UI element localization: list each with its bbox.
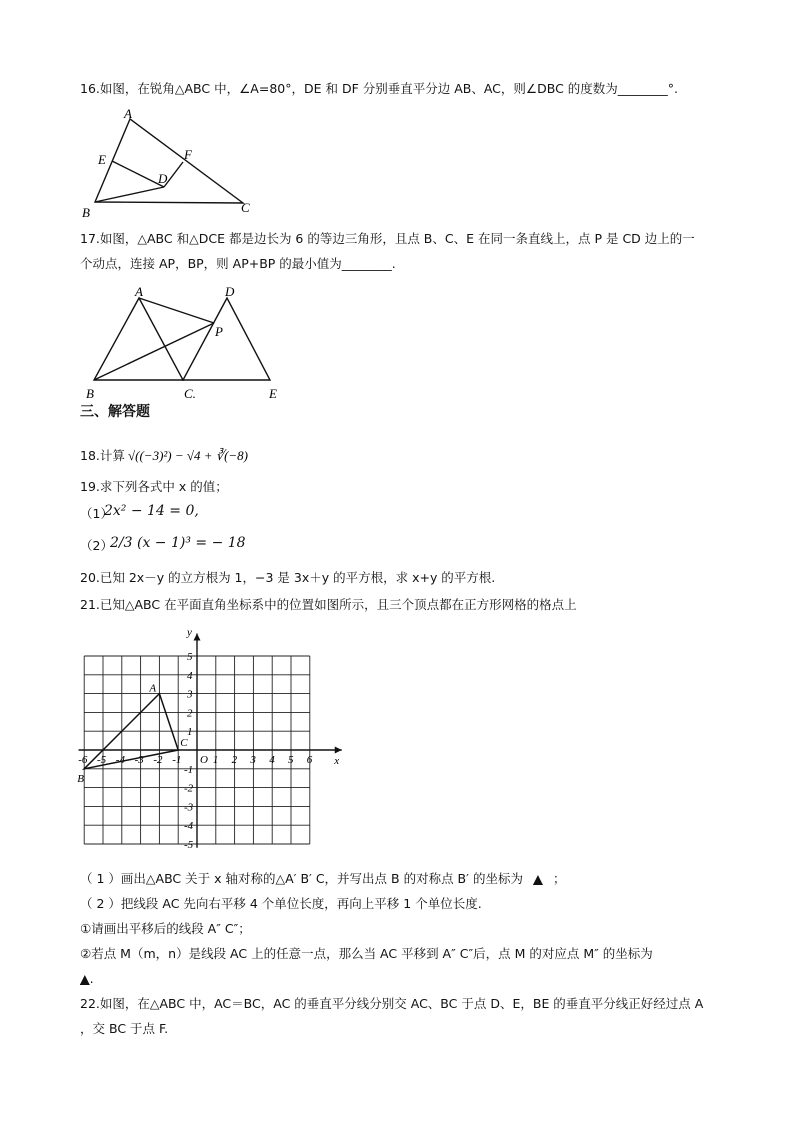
y-tick-label: 2: [187, 707, 193, 720]
q19-p1-expr: 2x² − 14 = 0,: [104, 503, 199, 519]
q22-line2: ，交 BC 于点 F.: [80, 1021, 169, 1036]
q17-label-d: D: [225, 284, 235, 299]
y-tick-label: 1: [187, 726, 193, 739]
point-label-b: B: [77, 772, 84, 785]
x-tick-label: 2: [231, 754, 238, 766]
x-tick-label: -6: [78, 754, 88, 766]
q21-stem: 21.已知△ABC 在平面直角坐标系中的位置如图所示，且三个顶点都在正方形网格的格点上: [80, 597, 577, 612]
q21-coordinate-grid: [74, 624, 354, 854]
y-tick-label: -3: [184, 801, 194, 814]
y-tick-label: 4: [187, 669, 193, 682]
q16-label-d: D: [158, 171, 168, 186]
q21-sub1-blank: ▲: [533, 871, 543, 886]
q18-expr-text: √((−3)²) − √4 + ∛(−8): [128, 448, 249, 463]
y-tick-label: -1: [184, 763, 194, 776]
q17-label-b: B: [86, 386, 94, 401]
q16-label-b: B: [82, 205, 90, 220]
y-tick-label: 3: [187, 688, 193, 701]
q16-label-e: E: [98, 152, 106, 167]
q16-label-a: A: [124, 106, 132, 121]
q21-sub2b: ②若点 M（m，n）是线段 AC 上的任意一点，那么当 AC 平移到 A″ C″后，点 M 的对应点 M″ 的坐标为: [80, 946, 653, 961]
y-tick-label: -4: [184, 820, 194, 833]
point-label-c: C: [180, 737, 188, 749]
q18-expression: [126, 440, 274, 470]
q17-line2: 个动点，连接 AP，BP，则 AP+BP 的最小值为________.: [80, 256, 396, 271]
q20-text: 20.已知 2x－y 的立方根为 1，−3 是 3x＋y 的平方根，求 x+y 的平方根.: [80, 570, 496, 585]
x-tick-label: 6: [306, 754, 313, 766]
q21-sub2b-tail: .: [89, 971, 94, 986]
x-tick-label: -4: [115, 754, 125, 766]
y-tick-label: 5: [187, 651, 193, 663]
q19-p2-label: （2）: [80, 538, 113, 553]
q17-label-p: P: [215, 324, 223, 339]
x-tick-label: 3: [250, 754, 256, 766]
x-tick-label: -5: [97, 754, 107, 766]
q21-sub1-tail: ；: [552, 871, 566, 886]
origin-label: O: [200, 754, 208, 766]
q17-figure: [82, 282, 292, 404]
x-tick-label: 4: [269, 754, 275, 766]
x-axis-arrow: [335, 747, 342, 754]
q17-label-a: A: [135, 284, 143, 299]
x-tick-label: -3: [134, 754, 144, 766]
q16-text: 16.如图，在锐角△ABC 中，∠A=80°，DE 和 DF 分别垂直平分边 AB、AC，则∠DBC 的度数为________°.: [80, 81, 679, 96]
x-tick-label: 1: [212, 754, 219, 766]
q18-prefix: 18.计算: [80, 448, 125, 463]
q17-label-c: C.: [184, 386, 196, 401]
y-axis-label: y: [187, 626, 192, 639]
q17-line1: 17.如图，△ABC 和△DCE 都是边长为 6 的等边三角形，且点 B、C、E 在同一条直线上，点 P 是 CD 边上的一: [80, 231, 695, 246]
q17-label-e: E: [269, 386, 277, 401]
q16-label-f: F: [184, 147, 192, 162]
q22-line1: 22.如图，在△ABC 中，AC＝BC，AC 的垂直平分线分别交 AC、BC 于点 D、E，BE 的垂直平分线正好经过点 A: [80, 996, 704, 1011]
q21-sub2b-blank: ▲: [80, 971, 90, 986]
q19-p1-label: （1）: [80, 506, 113, 521]
q16-label-c: C: [241, 200, 250, 215]
point-label-a: A: [149, 682, 157, 695]
q21-sub1: （ 1 ）画出△ABC 关于 x 轴对称的△A′ B′ C，并写出点 B 的对称点 B′ 的坐标为: [80, 871, 523, 886]
x-tick-label: -1: [172, 754, 182, 766]
q21-sub2b-line2: [80, 970, 94, 988]
x-tick-label: 5: [288, 754, 294, 766]
q19-stem: 19.求下列各式中 x 的值；: [80, 479, 228, 494]
x-axis-label: x: [334, 755, 340, 767]
q21-sub2a: ①请画出平移后的线段 A″ C″；: [80, 921, 251, 936]
q16-figure: [78, 106, 268, 220]
y-tick-label: -5: [184, 839, 194, 851]
q21-sub1-line: [80, 870, 565, 888]
q21-sub2: （ 2 ）把线段 AC 先向右平移 4 个单位长度，再向上平移 1 个单位长度.: [80, 896, 482, 911]
section-heading: 三、解答题: [80, 404, 150, 420]
y-tick-label: -2: [184, 782, 194, 795]
y-axis-arrow: [194, 633, 201, 640]
x-tick-label: -2: [153, 754, 163, 766]
q19-p2-expr: 2/3 (x − 1)³ = − 18: [110, 535, 246, 551]
